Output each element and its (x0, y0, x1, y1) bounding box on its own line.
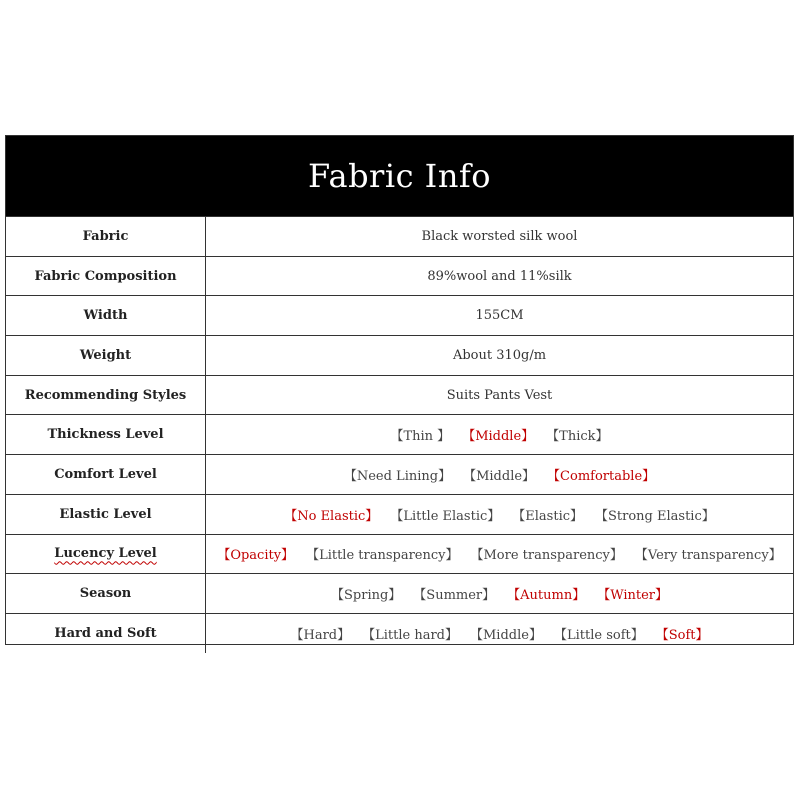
table-row (6, 256, 793, 296)
row-value (206, 574, 794, 614)
row-label (6, 613, 206, 652)
option: 【Little hard】 (362, 627, 458, 643)
row-label-text: Weight (79, 347, 132, 363)
option: 【Thick】 (546, 429, 609, 445)
table-row (6, 574, 793, 614)
option-selected: 【Winter】 (597, 588, 668, 604)
option: 【Spring】 (331, 588, 402, 604)
row-label (6, 415, 206, 455)
row-label-text: Fabric Composition (34, 268, 177, 284)
option: 【Need Lining】 (343, 468, 452, 484)
fabric-info-sheet (5, 135, 794, 645)
row-value-text: About 310g/m (452, 347, 547, 363)
row-label-text: Lucency Level (54, 546, 157, 562)
row-value (206, 534, 794, 574)
option-selected: 【Middle】 (462, 429, 535, 445)
fabric-info-table (6, 216, 793, 653)
row-label-text: Comfort Level (54, 466, 157, 482)
option: 【Middle】 (470, 627, 542, 643)
row-label (6, 256, 206, 296)
table-row (6, 336, 793, 376)
option: 【Thin 】 (390, 429, 451, 445)
option: 【Elastic】 (512, 508, 584, 524)
option: 【Hard】 (290, 627, 351, 643)
row-label (6, 217, 206, 257)
row-value (206, 217, 794, 257)
row-value (206, 494, 794, 534)
option: 【Very transparency】 (634, 548, 782, 564)
option-selected: 【Comfortable】 (547, 468, 656, 484)
table-row (6, 455, 793, 495)
row-label-text: Elastic Level (59, 506, 152, 522)
fabric-info-title: Fabric Info (6, 136, 793, 216)
option-selected: 【Autumn】 (507, 588, 586, 604)
table-row (6, 613, 793, 652)
table-row (6, 217, 793, 257)
row-value-text: Suits Pants Vest (446, 387, 553, 403)
row-label (6, 336, 206, 376)
row-label (6, 375, 206, 415)
row-value-text: Black worsted silk wool (421, 228, 578, 244)
row-label-text: Fabric (82, 228, 129, 244)
option: 【Little Elastic】 (390, 508, 501, 524)
option: 【More transparency】 (470, 548, 623, 564)
row-label-text: Width (83, 308, 128, 324)
row-value (206, 256, 794, 296)
table-row (6, 534, 793, 574)
option-selected: 【Opacity】 (217, 548, 295, 564)
option: 【Summer】 (413, 588, 496, 604)
row-label-text: Hard and Soft (54, 625, 157, 641)
row-label (6, 534, 206, 574)
table-row (6, 296, 793, 336)
table-row (6, 494, 793, 534)
row-label-text: Thickness Level (47, 427, 164, 443)
row-label (6, 494, 206, 534)
row-value (206, 375, 794, 415)
table-row (6, 375, 793, 415)
option: 【Middle】 (463, 468, 536, 484)
option: 【Little soft】 (553, 627, 644, 643)
row-value-text: 155CM (475, 308, 524, 324)
row-label (6, 574, 206, 614)
row-value (206, 296, 794, 336)
row-label (6, 296, 206, 336)
row-label-text: Season (79, 586, 132, 602)
row-value (206, 415, 794, 455)
option-selected: 【No Elastic】 (284, 508, 379, 524)
table-row (6, 415, 793, 455)
option: 【Strong Elastic】 (595, 508, 715, 524)
option-selected: 【Soft】 (655, 627, 709, 643)
row-value-text: 89%wool and 11%silk (427, 268, 572, 284)
row-label (6, 455, 206, 495)
row-label-text: Recommending Styles (24, 387, 187, 403)
option: 【Little transparency】 (306, 548, 459, 564)
row-value (206, 455, 794, 495)
fabric-info-rows (6, 217, 793, 653)
row-value (206, 613, 794, 652)
row-value (206, 336, 794, 376)
